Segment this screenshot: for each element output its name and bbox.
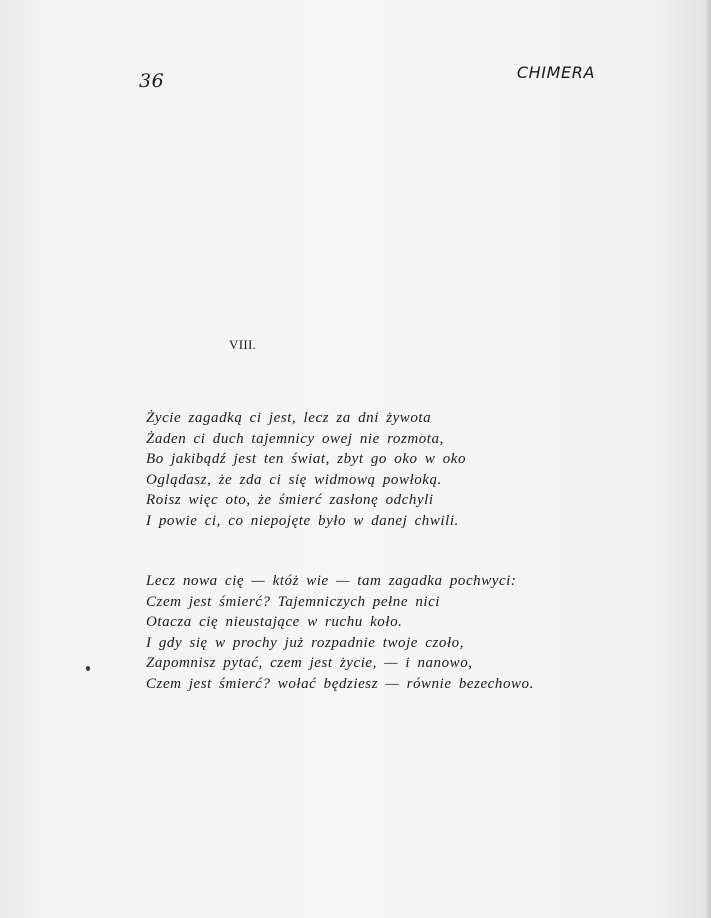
running-title: CHIMERA (516, 63, 595, 82)
poem-line: Roisz więc oto, że śmierć zasłonę odchyli (146, 492, 434, 509)
poem-line: Bo jakibądź jest ten świat, zbyt go oko w oko (146, 451, 467, 468)
poem-line: I gdy się w prochy już rozpadnie twoje czoło, (146, 634, 465, 651)
poem-line: Oglądasz, że zda ci się widmową powłoką. (146, 471, 442, 488)
page-number: 36 (139, 70, 165, 92)
poem-line: Życie zagadką ci jest, lecz za dni żywota (146, 410, 432, 426)
poem-line: I powie ci, co niepojęte było w danej chwili. (146, 512, 459, 529)
poem-line: Otacza cię nieustające w ruchu koło. (146, 614, 403, 631)
poem-line: Lecz nowa cię — któż wie — tam zagadka pochwyci: (146, 573, 517, 589)
section-number: VIII. (229, 337, 257, 352)
poem-line: Czem jest śmierć? wołać będziesz — równie bezechowo. (146, 675, 534, 692)
poem-line: Czem jest śmierć? Tajemniczych pełne nici (146, 593, 441, 610)
poem-line: Żaden ci duch tajemnicy owej nie rozmota, (146, 430, 444, 447)
ink-spot (86, 666, 90, 671)
poem-stanza-1 (146, 408, 466, 532)
poem-stanza-2 (146, 571, 534, 695)
poem-line: Zapomnisz pytać, czem jest życie, — i nanowo, (146, 655, 473, 672)
